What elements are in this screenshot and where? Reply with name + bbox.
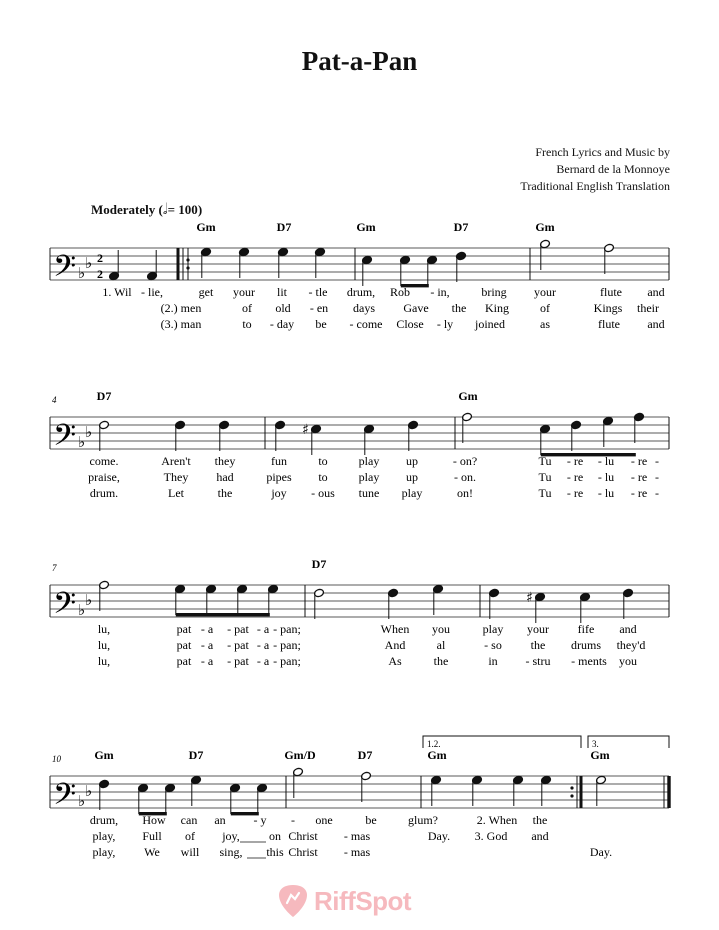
lyric-syllable: days <box>353 301 375 315</box>
lyric-syllable: can <box>180 813 198 827</box>
flat-icon: ♭ <box>78 433 86 451</box>
lyric-syllable: They <box>163 470 189 484</box>
lyric-syllable: lit <box>276 285 288 299</box>
lyric-syllable: - <box>655 486 659 500</box>
lyric-syllable: - tle <box>308 285 328 299</box>
lyric-syllable: sing, <box>219 845 243 859</box>
lyric-syllable: fife <box>577 622 595 636</box>
chord-symbol: Gm <box>590 748 610 762</box>
lyric-syllable: flute <box>600 285 622 299</box>
lyric-syllable: - lu <box>597 454 615 468</box>
lyric-syllable: play <box>401 486 423 500</box>
lyric-syllable: Rob <box>389 285 411 299</box>
lyric-syllable: this <box>266 845 284 859</box>
repeat-dot <box>570 794 573 797</box>
volta-label: 3. <box>592 739 599 749</box>
lyric-syllable: - pan; <box>273 622 301 636</box>
lyric-syllable: their <box>637 301 659 315</box>
lyric-syllable: Let <box>168 486 184 500</box>
lyric-syllable: of <box>242 301 252 315</box>
lyric-syllable: tune <box>358 486 380 500</box>
lyric-syllable: - day <box>269 317 295 331</box>
lyric-syllable: you <box>619 654 637 668</box>
lyric-syllable: Christ <box>288 829 318 843</box>
lyric-syllable: 2. When <box>476 813 518 827</box>
lyric-syllable: Day. <box>589 845 613 859</box>
time-signature-bottom: 2 <box>97 267 103 281</box>
bass-clef-icon: 𝄢 <box>53 250 77 291</box>
chord-symbol: Gm <box>196 220 216 234</box>
lyric-syllable: your <box>534 285 556 299</box>
lyric-syllable: Tu <box>538 454 552 468</box>
sharp-icon: ♯ <box>526 590 533 606</box>
lyric-syllable: your <box>233 285 255 299</box>
lyric-syllable: - on. <box>454 470 476 484</box>
chord-symbol: D7 <box>453 220 469 234</box>
lyric-syllable: glum? <box>408 813 438 827</box>
lyric-syllable: fun <box>271 454 287 468</box>
lyric-syllable: had <box>216 470 234 484</box>
lyric-syllable: - re <box>630 486 648 500</box>
lyric-syllable: drum. <box>89 486 119 500</box>
lyric-syllable: - a <box>256 638 270 652</box>
lyric-syllable: - mas <box>343 845 371 859</box>
lyric-syllable: pat <box>176 622 192 636</box>
lyric-syllable: an <box>214 813 226 827</box>
lyric-syllable: the <box>532 813 548 827</box>
lyric-syllable: al <box>436 638 446 652</box>
lyric-syllable: be <box>365 813 377 827</box>
chord-symbol: Gm <box>94 748 114 762</box>
flat-icon: ♭ <box>85 591 93 609</box>
lyric-syllable: - re <box>566 454 584 468</box>
lyric-syllable: and <box>619 622 637 636</box>
brand-logo <box>278 884 411 918</box>
lyric-syllable: drum, <box>89 813 119 827</box>
lyric-syllable: play, <box>92 829 116 843</box>
lyric-syllable: - pan; <box>273 654 301 668</box>
tempo-value: = 100 <box>167 202 198 217</box>
lyric-syllable: the <box>433 654 449 668</box>
lyric-syllable: And <box>384 638 406 652</box>
lyric-syllable: your <box>527 622 549 636</box>
lyric-syllable: - a <box>256 654 270 668</box>
lyric-syllable: lu, <box>97 622 111 636</box>
lyric-syllable: King <box>485 301 509 315</box>
lyric-syllable: and <box>647 317 665 331</box>
lyric-syllable: - a <box>200 654 214 668</box>
lyric-syllable: praise, <box>88 470 120 484</box>
lyric-syllable: - pan; <box>273 638 301 652</box>
flat-icon: ♭ <box>78 601 86 619</box>
lyric-syllable: they'd <box>616 638 646 652</box>
lyric-syllable: - lie, <box>141 285 163 299</box>
flat-icon: ♭ <box>85 782 93 800</box>
lyric-syllable: - lu <box>597 470 615 484</box>
lyric-syllable: up <box>406 454 418 468</box>
lyric-syllable: - ly <box>436 317 454 331</box>
lyric-syllable: Tu <box>538 470 552 484</box>
lyric-syllable: Close <box>396 317 424 331</box>
lyric-syllable: - ous <box>311 486 335 500</box>
lyric-syllable: (3.) man <box>160 317 202 331</box>
lyric-syllable: pat <box>176 638 192 652</box>
lyric-syllable: 1. Wil <box>102 285 132 299</box>
lyric-syllable: - en <box>309 301 329 315</box>
lyric-syllable: (2.) men <box>160 301 202 315</box>
lyric-syllable: play <box>358 454 380 468</box>
chord-symbol: D7 <box>357 748 373 762</box>
bass-clef-icon: 𝄢 <box>53 587 77 628</box>
chord-symbol: D7 <box>311 557 327 571</box>
lyric-syllable: to <box>318 454 328 468</box>
flat-icon: ♭ <box>78 264 86 282</box>
lyric-syllable: joined <box>475 317 505 331</box>
lyric-syllable: the <box>530 638 546 652</box>
lyric-syllable: joy, <box>222 829 240 843</box>
lyric-syllable: - ments <box>571 654 607 668</box>
lyric-syllable: - in, <box>430 285 450 299</box>
lyric-syllable: - re <box>566 470 584 484</box>
lyric-syllable: - so <box>484 638 502 652</box>
beam <box>176 613 270 616</box>
lyric-syllable: Kings <box>593 301 623 315</box>
lyric-syllable: drum, <box>346 285 376 299</box>
lyric-syllable: get <box>198 285 214 299</box>
measure-number: 7 <box>52 563 57 573</box>
lyric-syllable: come. <box>89 454 119 468</box>
lyric-syllable: - <box>655 454 659 468</box>
lyric-syllable: - pat <box>227 638 249 652</box>
chord-symbol: Gm <box>535 220 555 234</box>
lyric-syllable: as <box>540 317 550 331</box>
lyric-syllable: drums <box>571 638 601 652</box>
lyric-syllable: to <box>318 470 328 484</box>
lyric-syllable: - pat <box>227 622 249 636</box>
lyric-syllable: and <box>531 829 549 843</box>
lyric-syllable: - a <box>200 622 214 636</box>
volta-bracket <box>588 736 669 748</box>
lyric-syllable: the <box>217 486 233 500</box>
lyric-syllable: - re <box>630 470 648 484</box>
lyric-syllable: - pat <box>227 654 249 668</box>
lyric-syllable: up <box>406 470 418 484</box>
lyric-syllable: - re <box>566 486 584 500</box>
lyric-syllable: How <box>142 813 166 827</box>
guitar-pick-icon <box>278 884 308 918</box>
lyric-syllable: of <box>185 829 195 843</box>
lyric-syllable: Christ <box>288 845 318 859</box>
lyric-syllable: pipes <box>266 470 292 484</box>
lyric-syllable: We <box>144 845 160 859</box>
lyric-syllable: be <box>315 317 327 331</box>
lyric-syllable: play <box>482 622 504 636</box>
credit-line: Bernard de la Monnoye <box>556 162 670 176</box>
lyric-syllable: - stru <box>525 654 551 668</box>
lyric-syllable: will <box>180 845 200 859</box>
chord-symbol: Gm <box>427 748 447 762</box>
flat-icon: ♭ <box>85 254 93 272</box>
lyric-syllable: - a <box>200 638 214 652</box>
volta-label: 1.2. <box>427 739 441 749</box>
lyric-syllable: in <box>488 654 498 668</box>
lyric-syllable: and <box>647 285 665 299</box>
lyric-syllable: Gave <box>403 301 429 315</box>
lyric-syllable: - <box>655 470 659 484</box>
lyric-syllable: - <box>291 813 295 827</box>
tempo-paren-open: ( <box>158 202 163 217</box>
lyric-syllable: When <box>380 622 410 636</box>
lyric-syllable: - re <box>630 454 648 468</box>
lyric-syllable: they <box>214 454 236 468</box>
chord-symbol: Gm <box>356 220 376 234</box>
lyric-syllable: Full <box>142 829 162 843</box>
measure-number: 10 <box>52 754 61 764</box>
credit-line: Traditional English Translation <box>520 179 670 193</box>
bass-clef-icon: 𝄢 <box>53 778 77 819</box>
brand-name: RiffSpot <box>314 885 412 916</box>
lyric-syllable: 3. God <box>474 829 508 843</box>
time-signature-top: 2 <box>97 251 103 265</box>
lyric-syllable: joy <box>271 486 287 500</box>
lyric-syllable: you <box>432 622 450 636</box>
lyric-syllable: bring <box>481 285 507 299</box>
flat-icon: ♭ <box>78 792 86 810</box>
lyric-syllable: on! <box>457 486 473 500</box>
chord-symbol: Gm <box>458 389 478 403</box>
measure-number: 4 <box>52 395 57 405</box>
lyric-syllable: pat <box>176 654 192 668</box>
volta-bracket <box>423 736 581 748</box>
lyric-syllable: the <box>451 301 467 315</box>
tempo-paren-close: ) <box>197 202 203 217</box>
half-note-icon: 𝅗𝅥 <box>162 202 168 218</box>
lyric-syllable: flute <box>598 317 620 331</box>
lyric-syllable: - lu <box>597 486 615 500</box>
tempo-label: Moderately <box>91 202 156 217</box>
chord-symbol: D7 <box>96 389 112 403</box>
song-title: Pat-a-Pan <box>301 46 418 76</box>
lyric-syllable: lu, <box>97 638 111 652</box>
lyric-syllable: - mas <box>343 829 371 843</box>
lyric-syllable: to <box>242 317 252 331</box>
chord-symbol: D7 <box>276 220 292 234</box>
lyric-syllable: - come <box>349 317 383 331</box>
lyric-syllable: - a <box>256 622 270 636</box>
chord-symbol: D7 <box>188 748 204 762</box>
beam <box>541 453 636 456</box>
bass-clef-icon: 𝄢 <box>53 419 77 460</box>
lyric-syllable: lu, <box>97 654 111 668</box>
lyric-syllable: one <box>315 813 333 827</box>
lyric-syllable: Day. <box>427 829 451 843</box>
lyric-syllable: - y <box>253 813 267 827</box>
lyric-syllable: of <box>540 301 550 315</box>
lyric-syllable: Tu <box>538 486 552 500</box>
lyric-syllable: play, <box>92 845 116 859</box>
lyric-syllable: - on? <box>452 454 478 468</box>
flat-icon: ♭ <box>85 423 93 441</box>
sharp-icon: ♯ <box>302 422 309 438</box>
lyric-syllable: old <box>275 301 291 315</box>
lyric-syllable: play <box>358 470 380 484</box>
lyric-syllable: As <box>388 654 402 668</box>
repeat-dot <box>570 786 573 789</box>
lyric-syllable: on <box>269 829 281 843</box>
chord-symbol: Gm/D <box>284 748 316 762</box>
credit-line: French Lyrics and Music by <box>535 145 670 159</box>
lyric-syllable: Aren't <box>161 454 191 468</box>
